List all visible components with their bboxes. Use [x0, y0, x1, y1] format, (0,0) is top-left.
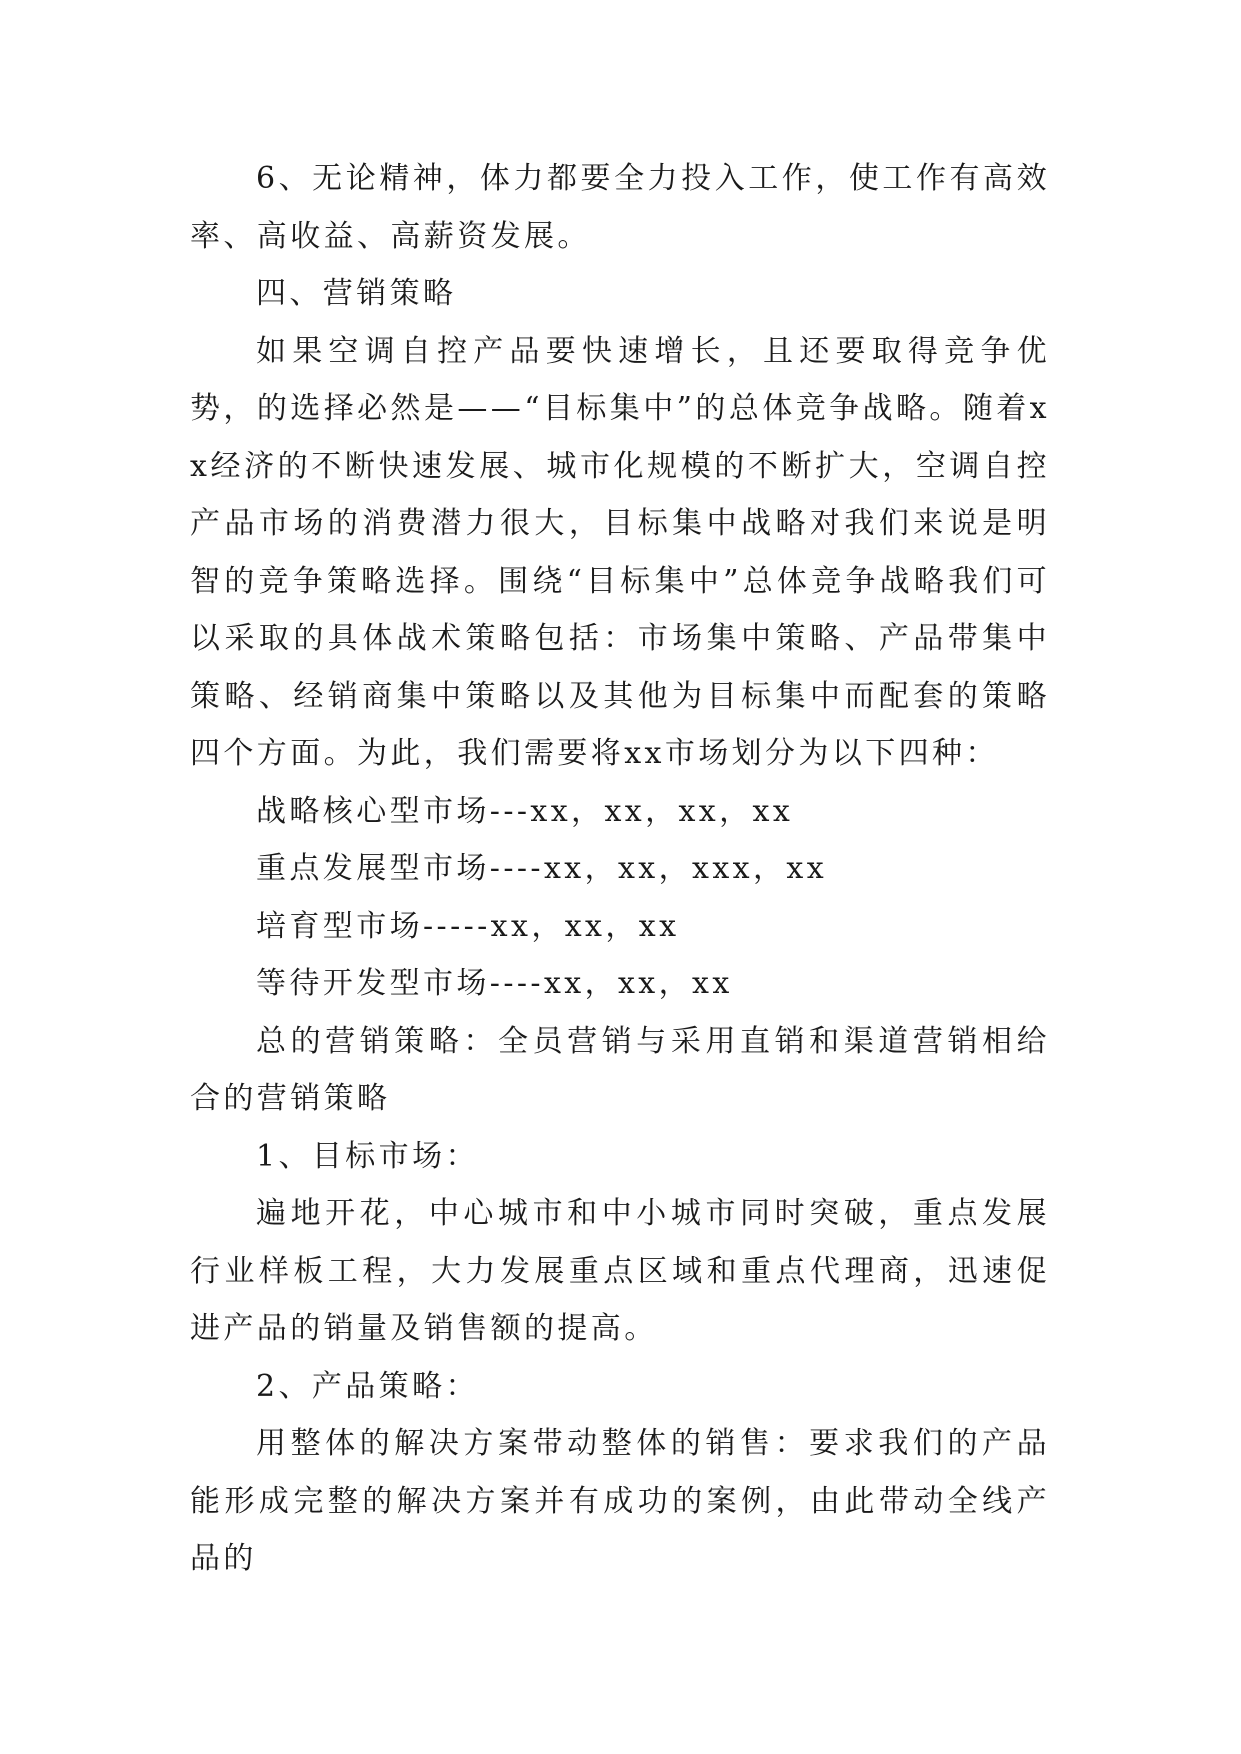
market-type-cultivation: 培育型市场-----xx，xx，xx: [256, 908, 680, 944]
paragraph-target-focus-strategy: 如果空调自控产品要快速增长，且还要取得竞争优势，的选择必然是——“目标集中”的总体竞争战略。随着xx经济的不断快速发展、城市化规模的不断扩大，空调自控产品市场的消费潜力很大，目标集中战略对我们来说是明智的竞争策略选择。围绕“目标集中”总体竞争战略我们可以采取的具体战术策略包括：市场集中策略、产品带集中策略、经销商集中策略以及其他为目标集中而配套的策略四个方面。为此，我们需要将xx市场划分为以下四种：: [190, 333, 1050, 771]
paragraph-overall-marketing-strategy: 总的营销策略：全员营销与采用直销和渠道营销相给合的营销策略: [190, 1023, 1050, 1116]
paragraph-target-market-detail: 遍地开花，中心城市和中小城市同时突破，重点发展行业样板工程，大力发展重点区域和重点代理商，迅速促进产品的销量及销售额的提高。: [190, 1196, 1050, 1346]
market-type-key-development: 重点发展型市场----xx，xx，xxx，xx: [256, 851, 828, 886]
subheading-target-market: 1、目标市场：: [256, 1138, 479, 1174]
paragraph-work-attitude: 6、无论精神，体力都要全力投入工作，使工作有高效率、高收益、高薪资发展。: [190, 161, 1050, 254]
section-heading-marketing-strategy: 四、营销策略: [256, 276, 457, 311]
subheading-product-strategy: 2、产品策略：: [256, 1368, 479, 1404]
market-type-core: 战略核心型市场---xx，xx，xx，xx: [256, 793, 794, 829]
market-type-pending-development: 等待开发型市场----xx，xx，xx: [256, 966, 733, 1001]
paragraph-product-strategy-detail: 用整体的解决方案带动整体的销售：要求我们的产品能形成完整的解决方案并有成功的案例，由此带动全线产品的: [190, 1426, 1050, 1576]
document-body: [190, 150, 1050, 1588]
